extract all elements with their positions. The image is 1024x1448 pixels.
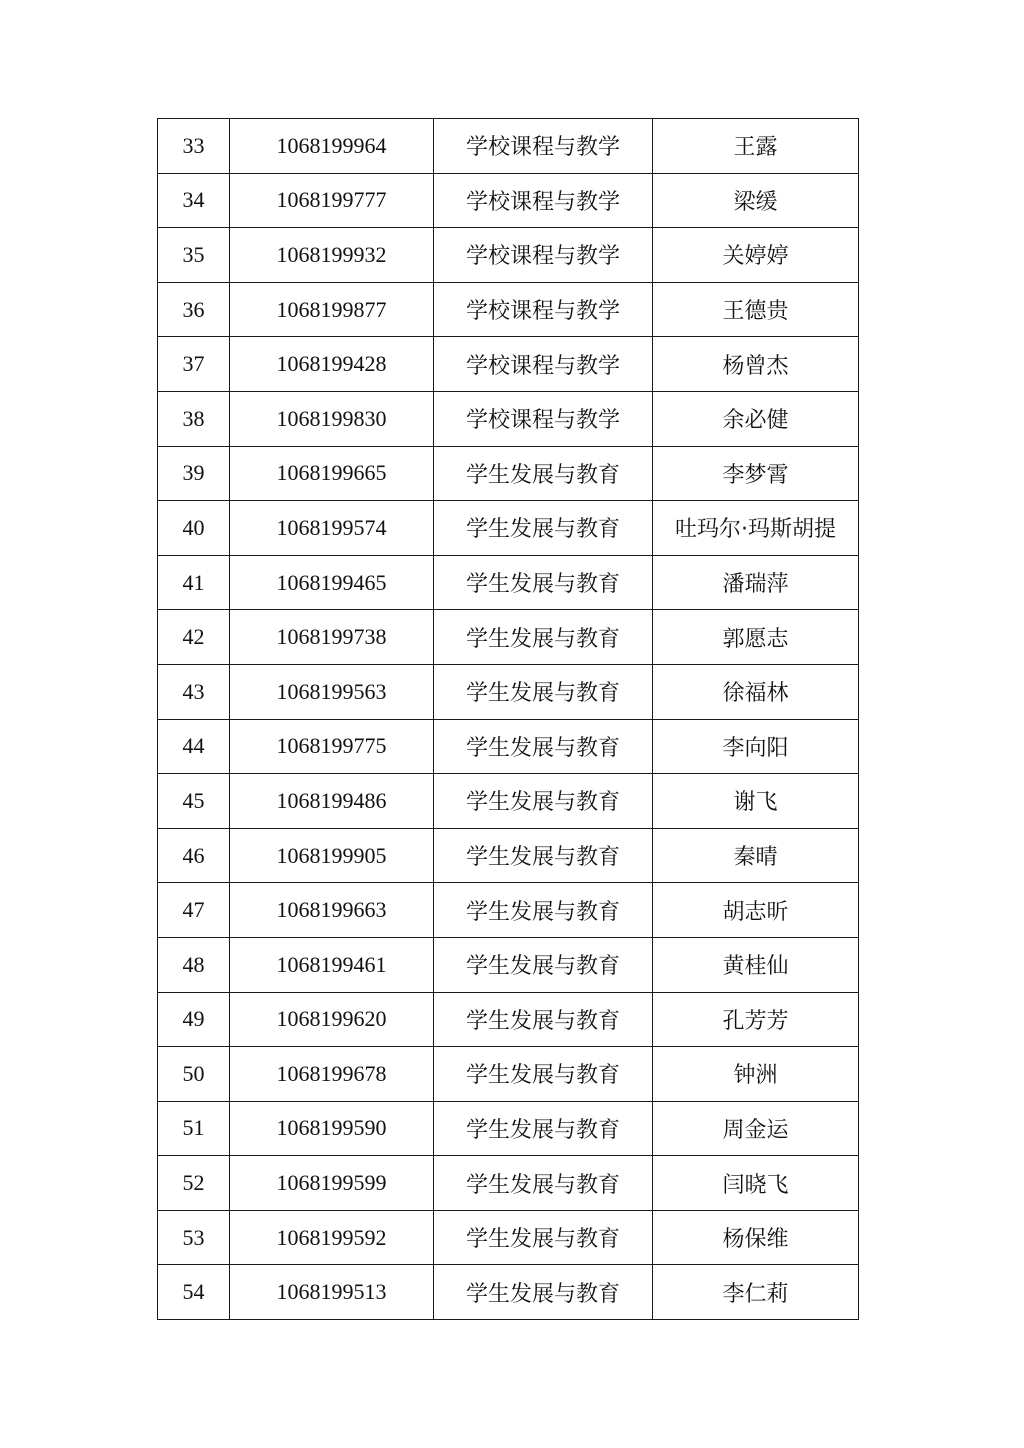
student-name-cell: 潘瑞萍 — [653, 555, 859, 610]
row-number-cell: 54 — [158, 1265, 230, 1320]
student-id-cell: 1068199665 — [230, 446, 434, 501]
row-number-cell: 44 — [158, 719, 230, 774]
major-cell: 学校课程与教学 — [434, 173, 653, 228]
student-id-cell: 1068199877 — [230, 282, 434, 337]
row-number-cell: 33 — [158, 119, 230, 174]
student-name-cell: 王德贵 — [653, 282, 859, 337]
student-name-cell: 胡志昕 — [653, 883, 859, 938]
table-row — [158, 1210, 859, 1265]
major-cell: 学生发展与教育 — [434, 501, 653, 556]
student-id-cell: 1068199513 — [230, 1265, 434, 1320]
table-row — [158, 282, 859, 337]
table-row — [158, 1156, 859, 1211]
student-id-cell: 1068199738 — [230, 610, 434, 665]
table-row — [158, 992, 859, 1047]
major-cell: 学校课程与教学 — [434, 282, 653, 337]
table-row — [158, 1047, 859, 1102]
student-name-cell: 李仁莉 — [653, 1265, 859, 1320]
row-number-cell: 51 — [158, 1101, 230, 1156]
row-number-cell: 36 — [158, 282, 230, 337]
table-row — [158, 937, 859, 992]
student-id-cell: 1068199563 — [230, 664, 434, 719]
major-cell: 学生发展与教育 — [434, 883, 653, 938]
major-cell: 学生发展与教育 — [434, 828, 653, 883]
student-name-cell: 余必健 — [653, 391, 859, 446]
student-name-cell: 关婷婷 — [653, 228, 859, 283]
table-row — [158, 664, 859, 719]
major-cell: 学生发展与教育 — [434, 610, 653, 665]
student-name-cell: 钟洲 — [653, 1047, 859, 1102]
student-id-cell: 1068199461 — [230, 937, 434, 992]
student-name-cell: 李梦霄 — [653, 446, 859, 501]
table-row — [158, 1265, 859, 1320]
student-id-cell: 1068199465 — [230, 555, 434, 610]
row-number-cell: 47 — [158, 883, 230, 938]
student-name-cell: 孔芳芳 — [653, 992, 859, 1047]
student-id-cell: 1068199775 — [230, 719, 434, 774]
table-row — [158, 446, 859, 501]
major-cell: 学校课程与教学 — [434, 119, 653, 174]
student-id-cell: 1068199777 — [230, 173, 434, 228]
student-id-cell: 1068199830 — [230, 391, 434, 446]
table-row — [158, 828, 859, 883]
major-cell: 学生发展与教育 — [434, 664, 653, 719]
major-cell: 学生发展与教育 — [434, 555, 653, 610]
major-cell: 学生发展与教育 — [434, 1210, 653, 1265]
student-id-cell: 1068199599 — [230, 1156, 434, 1211]
student-name-cell: 吐玛尔·玛斯胡提 — [653, 501, 859, 556]
row-number-cell: 40 — [158, 501, 230, 556]
student-name-cell: 谢飞 — [653, 774, 859, 829]
major-cell: 学生发展与教育 — [434, 1101, 653, 1156]
table-row — [158, 337, 859, 392]
table-row — [158, 719, 859, 774]
row-number-cell: 38 — [158, 391, 230, 446]
row-number-cell: 41 — [158, 555, 230, 610]
student-id-cell: 1068199574 — [230, 501, 434, 556]
row-number-cell: 43 — [158, 664, 230, 719]
table-row — [158, 228, 859, 283]
major-cell: 学生发展与教育 — [434, 1047, 653, 1102]
row-number-cell: 50 — [158, 1047, 230, 1102]
table-row — [158, 610, 859, 665]
table-row — [158, 501, 859, 556]
student-name-cell: 杨保维 — [653, 1210, 859, 1265]
student-name-cell: 秦晴 — [653, 828, 859, 883]
major-cell: 学生发展与教育 — [434, 992, 653, 1047]
table-row — [158, 119, 859, 174]
major-cell: 学生发展与教育 — [434, 1265, 653, 1320]
student-id-cell: 1068199590 — [230, 1101, 434, 1156]
student-name-cell: 杨曾杰 — [653, 337, 859, 392]
student-name-cell: 梁缓 — [653, 173, 859, 228]
student-name-cell: 徐福林 — [653, 664, 859, 719]
major-cell: 学生发展与教育 — [434, 719, 653, 774]
student-id-cell: 1068199620 — [230, 992, 434, 1047]
student-id-cell: 1068199932 — [230, 228, 434, 283]
row-number-cell: 49 — [158, 992, 230, 1047]
table-row — [158, 555, 859, 610]
row-number-cell: 35 — [158, 228, 230, 283]
row-number-cell: 52 — [158, 1156, 230, 1211]
major-cell: 学生发展与教育 — [434, 937, 653, 992]
major-cell: 学生发展与教育 — [434, 1156, 653, 1211]
student-name-cell: 李向阳 — [653, 719, 859, 774]
row-number-cell: 48 — [158, 937, 230, 992]
student-name-cell: 闫晓飞 — [653, 1156, 859, 1211]
student-id-cell: 1068199663 — [230, 883, 434, 938]
student-id-cell: 1068199964 — [230, 119, 434, 174]
row-number-cell: 45 — [158, 774, 230, 829]
student-roster-table — [157, 118, 859, 1320]
student-id-cell: 1068199428 — [230, 337, 434, 392]
student-id-cell: 1068199486 — [230, 774, 434, 829]
student-name-cell: 郭愿志 — [653, 610, 859, 665]
table-row — [158, 391, 859, 446]
row-number-cell: 53 — [158, 1210, 230, 1265]
student-id-cell: 1068199592 — [230, 1210, 434, 1265]
roster-table-body — [158, 119, 859, 1320]
student-name-cell: 周金运 — [653, 1101, 859, 1156]
row-number-cell: 37 — [158, 337, 230, 392]
row-number-cell: 46 — [158, 828, 230, 883]
student-name-cell: 王露 — [653, 119, 859, 174]
major-cell: 学校课程与教学 — [434, 337, 653, 392]
table-row — [158, 173, 859, 228]
student-id-cell: 1068199678 — [230, 1047, 434, 1102]
major-cell: 学生发展与教育 — [434, 774, 653, 829]
student-id-cell: 1068199905 — [230, 828, 434, 883]
row-number-cell: 42 — [158, 610, 230, 665]
major-cell: 学校课程与教学 — [434, 391, 653, 446]
table-row — [158, 883, 859, 938]
major-cell: 学校课程与教学 — [434, 228, 653, 283]
row-number-cell: 34 — [158, 173, 230, 228]
table-row — [158, 1101, 859, 1156]
table-row — [158, 774, 859, 829]
row-number-cell: 39 — [158, 446, 230, 501]
student-name-cell: 黄桂仙 — [653, 937, 859, 992]
major-cell: 学生发展与教育 — [434, 446, 653, 501]
